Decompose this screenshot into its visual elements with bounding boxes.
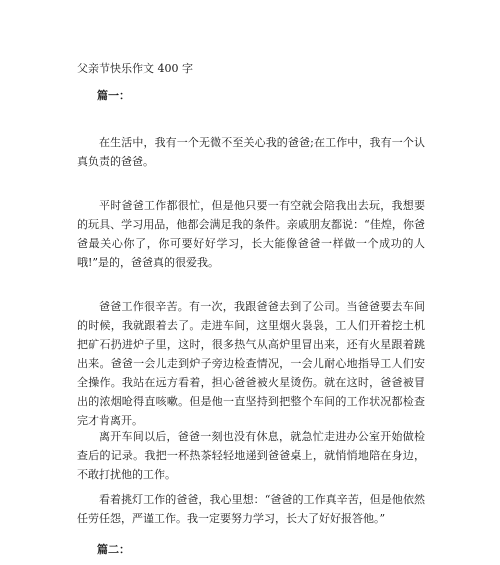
paragraph-1: 在生活中，我有一个无微不至关心我的爸爸;在工作中，我有一个认真负责的爸爸。: [77, 136, 425, 168]
document-title: 父亲节快乐作文 400 字: [77, 62, 193, 75]
section-heading-1: 篇一：: [97, 89, 130, 102]
paragraph-5: 看着挑灯工作的爸爸，我心里想：“爸爸的工作真辛苦，但是他依然任劳任怨，严谨工作。我一定要努力学习，长大了好好报答他。”: [77, 493, 425, 525]
section-heading-2: 篇二：: [97, 543, 130, 556]
paragraph-3: 爸爸工作很辛苦。有一次，我跟爸爸去到了公司。当爸爸要去车间的时候，我就跟着去了。走进车间，这里烟火袅袅，工人们开着挖土机把矿石扔进炉子里，这时，很多热气从高炉里冒出来，还有火星跟着跳出来。爸爸一会儿走到炉子旁边检查情况，一会儿耐心地指导工人们安全操作。我站在远方看着，担心爸爸被火星烫伤。就在这时，爸爸被冒出的浓烟呛得直咳嗽。但是他一直坚持到把整个车间的工作状况都检查完才肯离开。: [77, 300, 425, 427]
paragraph-2: 平时爸爸工作都很忙，但是他只要一有空就会陪我出去玩，我想要的玩具、学习用品，他都会满足我的条件。亲戚朋友都说：“佳煌，你爸爸最关心你了，你可要好好学习，长大能像爸爸一样做一个成功的人哦!”是的，爸爸真的很爱我。: [77, 199, 425, 269]
paragraph-4: 离开车间以后，爸爸一刻也没有休息，就急忙走进办公室开始做检查后的记录。我把一杯热茶轻轻地递到爸爸桌上，就悄悄地陪在身边，不敢打扰他的工作。: [77, 430, 425, 481]
